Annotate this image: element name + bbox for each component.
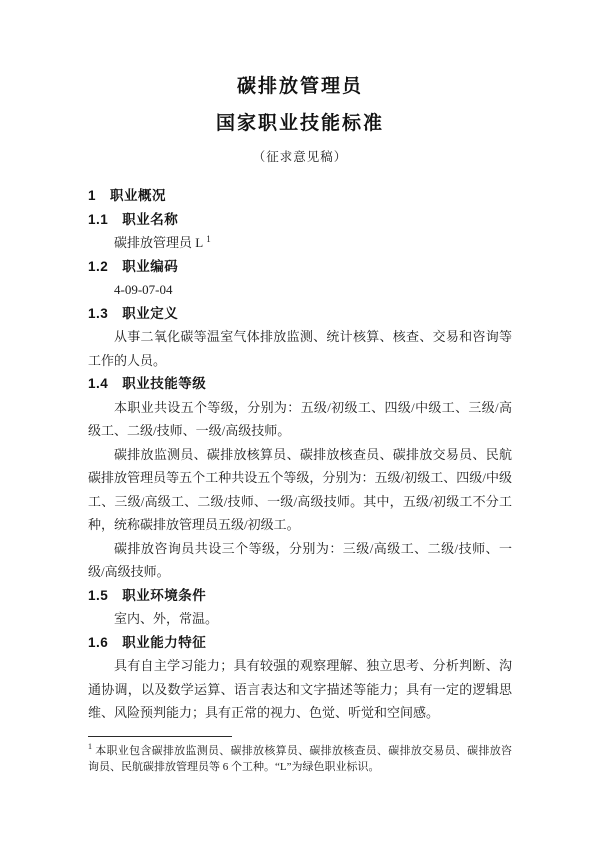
- heading-occupation-code: 1.2 职业编码: [88, 258, 179, 274]
- occupation-name-value: 碳排放管理员 L: [114, 235, 204, 250]
- skill-levels-paragraph-1: 本职业共设五个等级，分别为：五级/初级工、四级/中级工、三级/高级工、二级/技师、一级/高级技师。: [88, 399, 512, 438]
- skill-levels-paragraph-3: 碳排放咨询员共设三个等级，分别为：三级/高级工、二级/技师、一级/高级技师。: [88, 540, 512, 579]
- document-title-line2: 国家职业技能标准: [215, 113, 384, 134]
- work-environment-paragraph: 室内、外，常温。: [114, 611, 219, 626]
- document-title: [88, 68, 512, 142]
- heading-work-environment: 1.5 职业环境条件: [88, 587, 207, 603]
- document-body: [88, 184, 512, 725]
- heading-ability-characteristics: 1.6 职业能力特征: [88, 634, 207, 650]
- occupation-name-paragraph: [88, 231, 512, 255]
- heading-occupation-overview: 1 职业概况: [88, 188, 167, 203]
- footnote-marker: 1: [88, 742, 92, 752]
- document-subtitle: （征求意见稿）: [252, 150, 348, 164]
- heading-occupation-definition: 1.3 职业定义: [88, 305, 179, 321]
- footnote-text: 本职业包含碳排放监测员、碳排放核算员、碳排放核查员、碳排放交易员、碳排放咨询员、民航碳排放管理员等 6 个工种。“L”为绿色职业标识。: [88, 745, 512, 773]
- heading-skill-levels: 1.4 职业技能等级: [88, 376, 207, 391]
- document-title-line1: 碳排放管理员: [236, 76, 363, 97]
- ability-characteristics-paragraph: 具有自主学习能力；具有较强的观察理解、独立思考、分析判断、沟通协调，以及数学运算、语言表达和文字描述等能力；具有一定的逻辑思维、风险预判能力；具有正常的视力、色觉、听觉和空间感。: [88, 658, 512, 720]
- occupation-code-paragraph: 4-09-07-04: [114, 282, 173, 297]
- heading-occupation-name: 1.1 职业名称: [88, 211, 179, 227]
- skill-levels-paragraph-2: 碳排放监测员、碳排放核算员、碳排放核查员、碳排放交易员、民航碳排放管理员等五个工种共设五个等级，分别为：五级/初级工、四级/中级工、三级/高级工、二级/技师、一级/高级技师。其中，五级/初级工不分工种，统称碳排放管理员五级/初级工。: [88, 446, 512, 532]
- footnote-area: [88, 736, 512, 775]
- footnote-reference-superscript: 1: [206, 233, 211, 244]
- occupation-definition-paragraph: 从事二氧化碳等温室气体排放监测、统计核算、核查、交易和咨询等工作的人员。: [88, 329, 512, 368]
- document-header: [88, 68, 512, 166]
- footnote-divider: [88, 736, 232, 737]
- footnote-paragraph: [88, 744, 512, 775]
